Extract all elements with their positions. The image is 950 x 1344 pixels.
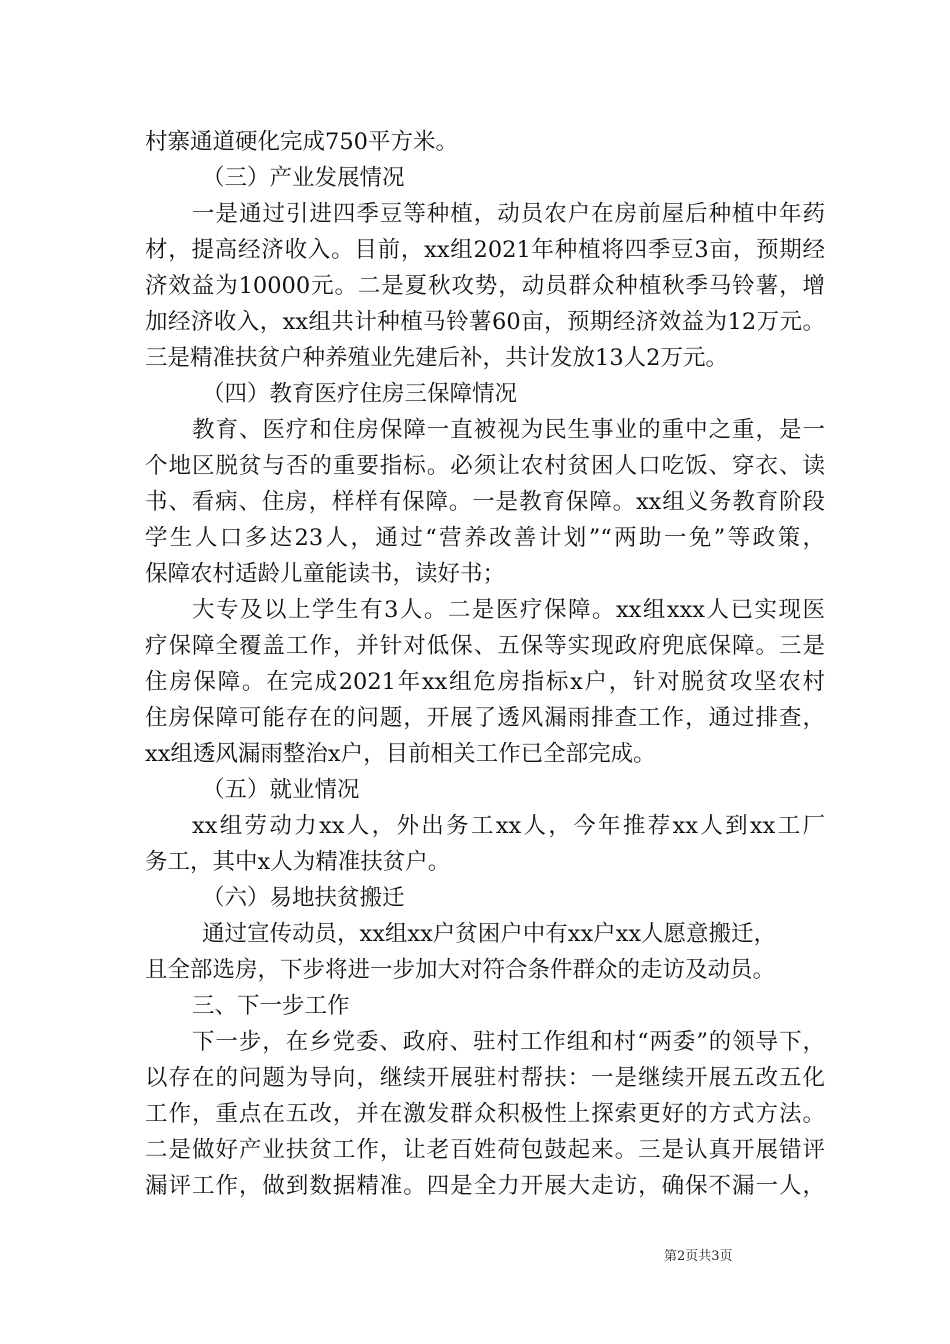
paragraph-line: 书、看病、住房，样样有保障。一是教育保障。xx组义务教育阶段 — [145, 489, 825, 515]
paragraph-line: 通过宣传动员，xx组xx户贫困户中有xx户xx人愿意搬迁， — [202, 921, 777, 947]
paragraph-line: 住房保障。在完成2021年xx组危房指标x户，针对脱贫攻坚农村 — [145, 669, 825, 695]
paragraph-line: 学生人口多达23人，通过“营养改善计划”“两助一免”等政策， — [145, 525, 825, 551]
paragraph-line: 务工，其中x人为精准扶贫户。 — [145, 849, 451, 875]
section-heading: （六）易地扶贫搬迁 — [202, 885, 405, 911]
section-heading: （三）产业发展情况 — [202, 165, 405, 191]
section-heading: （五）就业情况 — [202, 777, 360, 803]
paragraph-line: 加经济收入，xx组共计种植马铃薯60亩，预期经济效益为12万元。 — [145, 309, 825, 335]
paragraph-line: 材，提高经济收入。目前，xx组2021年种植将四季豆3亩，预期经 — [145, 237, 825, 263]
paragraph-line: 且全部选房，下步将进一步加大对符合条件群众的走访及动员。 — [145, 957, 776, 983]
paragraph-line: 住房保障可能存在的问题，开展了透风漏雨排查工作，通过排查， — [145, 705, 825, 731]
paragraph-line: xx组劳动力xx人，外出务工xx人，今年推荐xx人到xx工厂 — [192, 813, 825, 839]
paragraph-line: 工作，重点在五改，并在激发群众积极性上探索更好的方式方法。 — [145, 1101, 825, 1127]
section-heading: （四）教育医疗住房三保障情况 — [202, 381, 518, 407]
paragraph-line: 一是通过引进四季豆等种植，动员农户在房前屋后种植中年药 — [192, 201, 825, 227]
document-body — [145, 124, 825, 1204]
paragraph-line: 以存在的问题为导向，继续开展驻村帮扶：一是继续开展五改五化 — [145, 1065, 825, 1091]
paragraph-line: 教育、医疗和住房保障一直被视为民生事业的重中之重，是一 — [192, 417, 825, 443]
text-line: 村寨通道硬化完成750平方米。 — [145, 129, 458, 155]
paragraph-line: 保障农村适龄儿童能读书，读好书； — [145, 561, 506, 587]
paragraph-line: 大专及以上学生有3人。二是医疗保障。xx组xxx人已实现医 — [192, 597, 825, 623]
section-heading: 三、下一步工作 — [192, 993, 350, 1019]
paragraph-line: xx组透风漏雨整治x户，目前相关工作已全部完成。 — [145, 741, 656, 767]
page-number-footer: 第2页共3页 — [664, 1249, 733, 1264]
paragraph-line: 下一步，在乡党委、政府、驻村工作组和村“两委”的领导下， — [192, 1029, 825, 1055]
paragraph-line: 漏评工作，做到数据精准。四是全力开展大走访，确保不漏一人， — [145, 1173, 825, 1199]
paragraph-line: 济效益为10000元。二是夏秋攻势，动员群众种植秋季马铃薯，增 — [145, 273, 825, 299]
paragraph-line: 个地区脱贫与否的重要指标。必须让农村贫困人口吃饭、穿衣、读 — [145, 453, 825, 479]
paragraph-line: 三是精准扶贫户种养殖业先建后补，共计发放13人2万元。 — [145, 345, 728, 371]
paragraph-line: 二是做好产业扶贫工作，让老百姓荷包鼓起来。三是认真开展错评 — [145, 1137, 825, 1163]
paragraph-line: 疗保障全覆盖工作，并针对低保、五保等实现政府兜底保障。三是 — [145, 633, 825, 659]
